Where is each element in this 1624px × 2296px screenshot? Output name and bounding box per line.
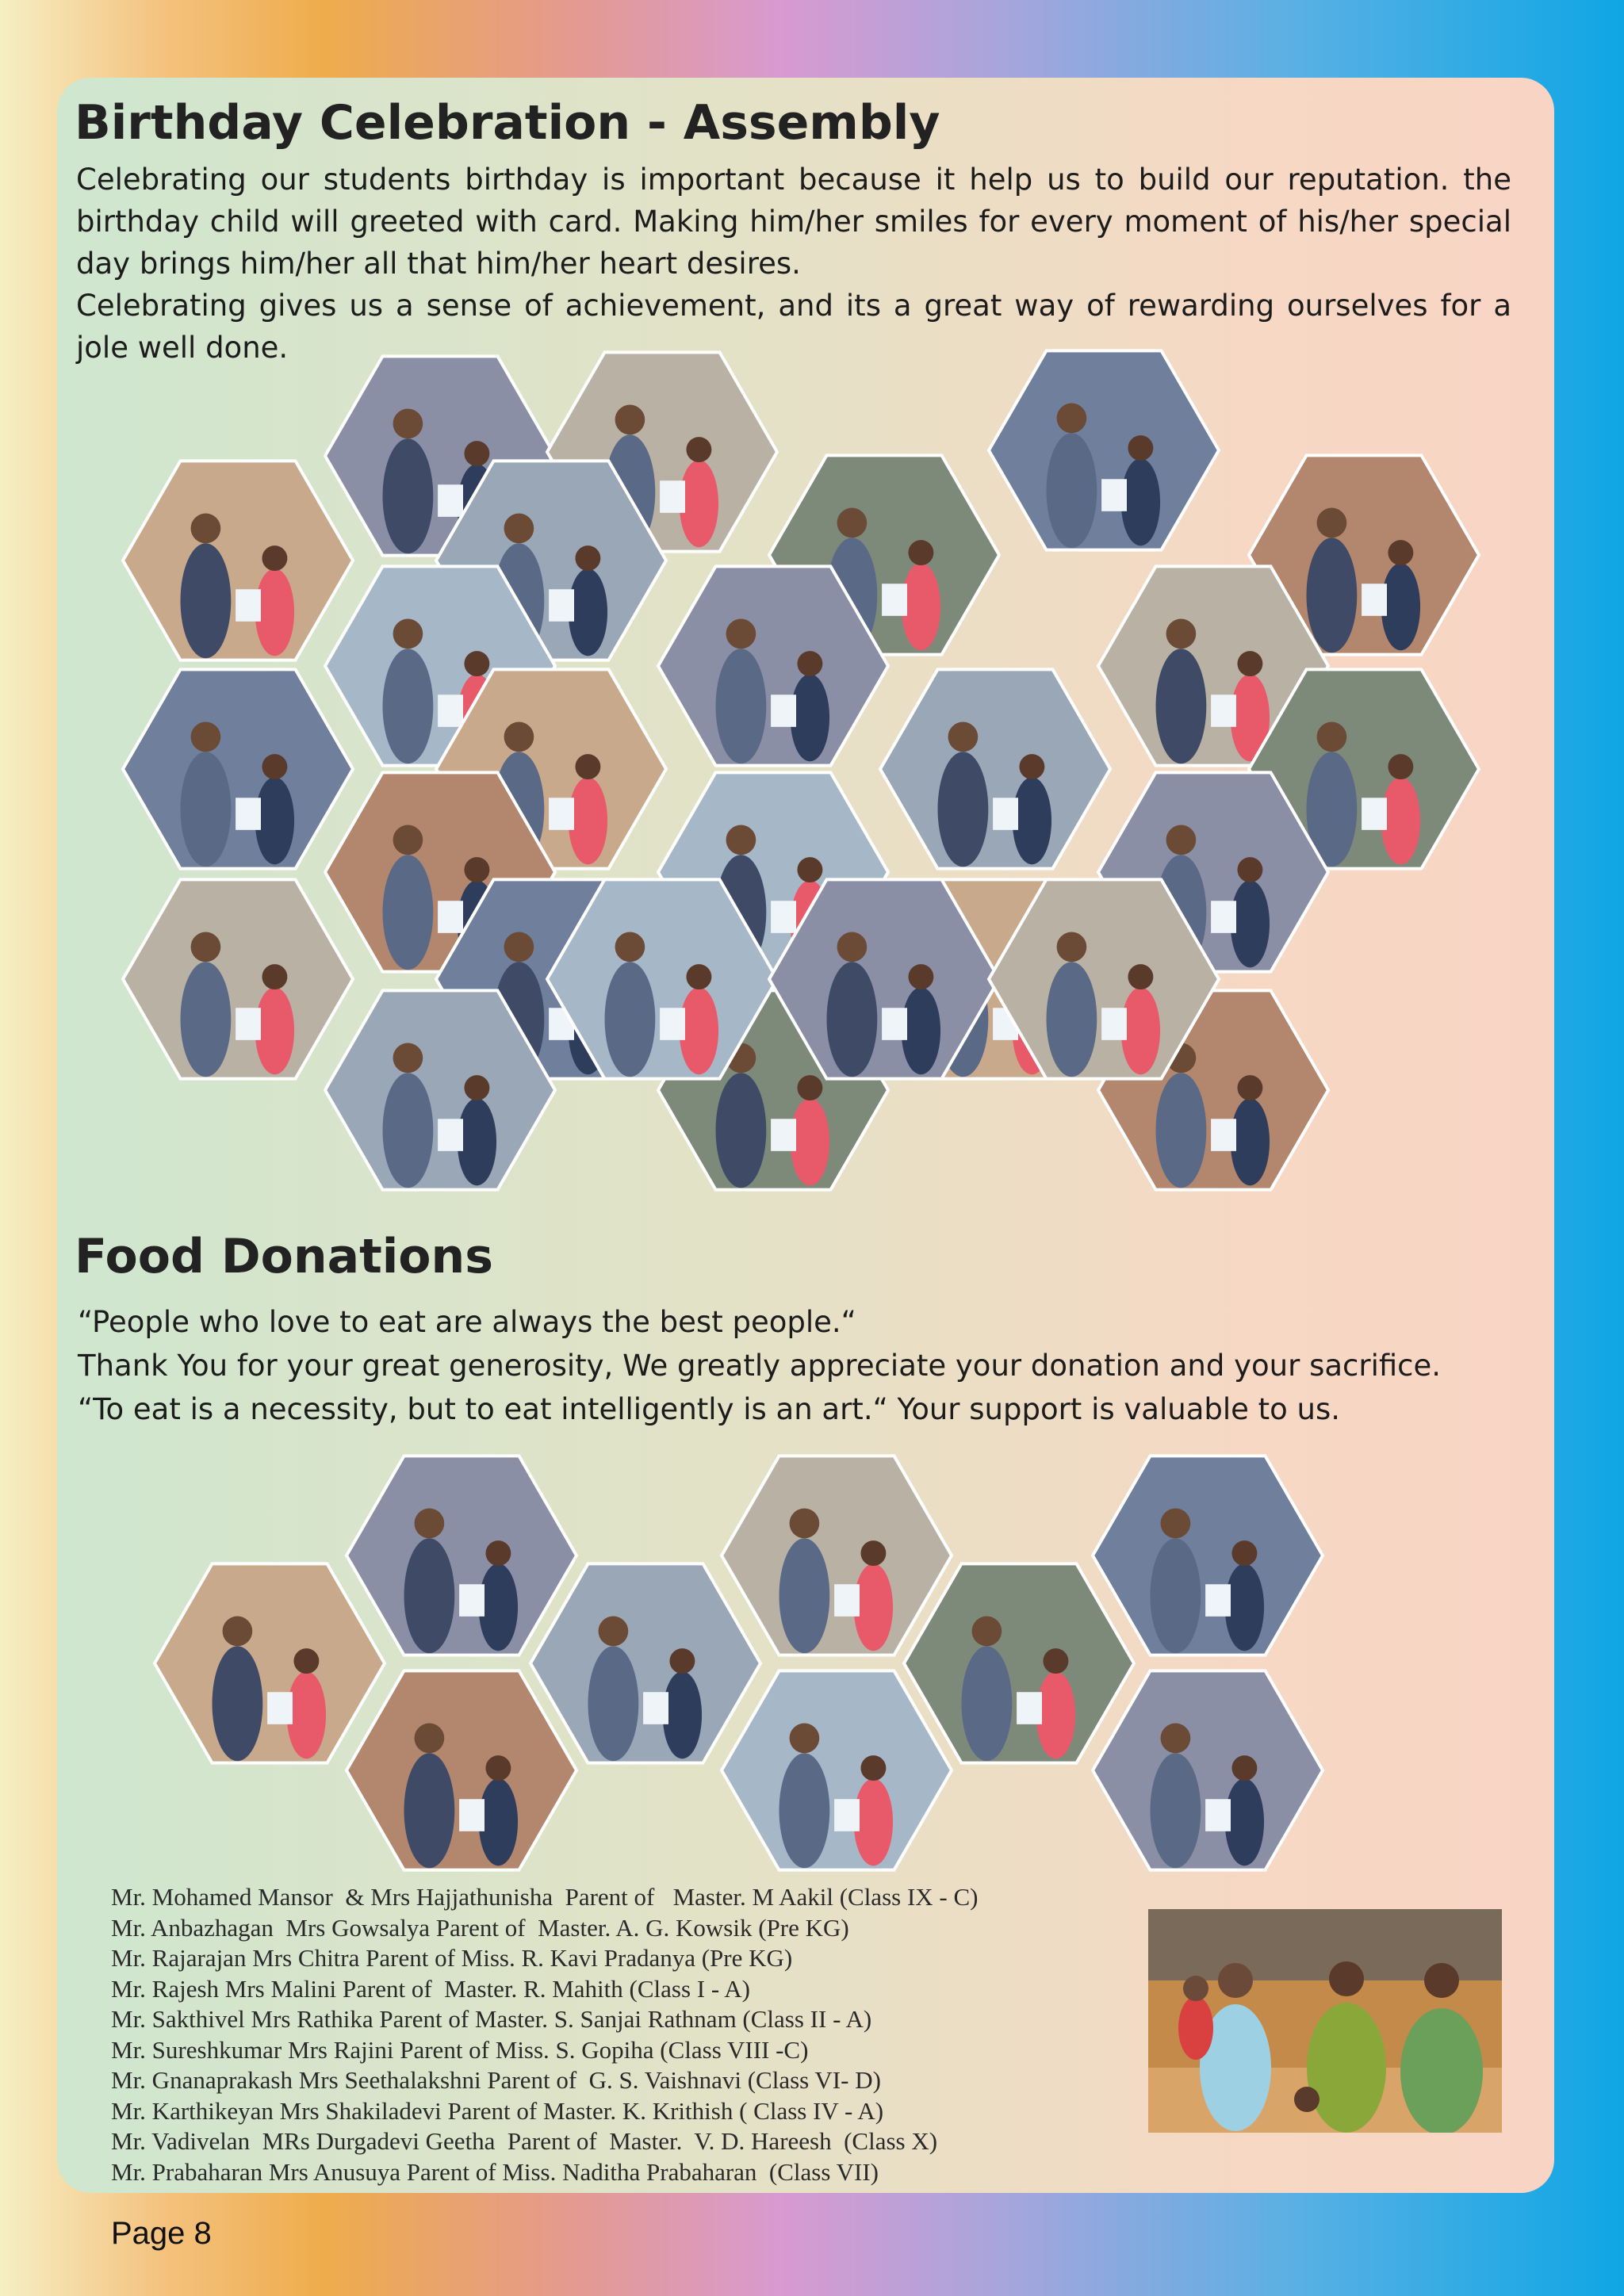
food-photo: [530, 1563, 760, 1762]
food-quote-1: “People who love to eat are always the best people.“: [78, 1305, 856, 1339]
birthday-paragraph-1: Celebrating our students birthday is important because it help us to build our reputation. the birthday child will greeted with card. Making him/her smiles for every moment of his/her special day brings him/her all that him/her heart desires.: [76, 163, 1511, 281]
food-photo: [155, 1563, 385, 1762]
food-photo: [347, 1670, 576, 1869]
food-thanks-line: Thank You for your great generosity, We greatly appreciate your donation and your sacrifice.: [78, 1349, 1442, 1383]
food-photo: [347, 1456, 576, 1655]
donor-family-photo: [1148, 1909, 1502, 2133]
donor-entry: Mr. Gnanaprakash Mrs Seethalakshni Parent of G. S. Vaishnavi (Class VI- D): [111, 2066, 881, 2094]
donor-entry: Mr. Vadivelan MRs Durgadevi Geetha Parent of Master. V. D. Hareesh (Class X): [111, 2127, 938, 2155]
donor-entry: Mr. Rajarajan Mrs Chitra Parent of Miss. R. Kavi Pradanya (Pre KG): [111, 1944, 793, 1972]
food-photo: [722, 1456, 952, 1655]
food-photo: [722, 1670, 952, 1869]
birthday-paragraph-2: Celebrating gives us a sense of achievement, and its a great way of rewarding ourselves for a jole well done.: [76, 289, 1511, 365]
food-photo: [904, 1563, 1134, 1762]
food-photo: [1093, 1670, 1323, 1869]
donor-list: [111, 1882, 978, 2187]
donor-entry: Mr. Prabaharan Mrs Anusuya Parent of Miss. Naditha Prabaharan (Class VII): [111, 2157, 879, 2186]
donor-entry: Mr. Anbazhagan Mrs Gowsalya Parent of Master. A. G. Kowsik (Pre KG): [111, 1913, 849, 1942]
food-photo: [1093, 1456, 1323, 1655]
food-section-title: Food Donations: [75, 1229, 493, 1284]
donor-entry: Mr. Mohamed Mansor & Mrs Hajjathunisha Parent of Master. M Aakil (Class IX - C): [111, 1883, 979, 1911]
food-quote-2: “To eat is a necessity, but to eat intelligently is an art.“ Your support is valuable to us.: [78, 1392, 1341, 1426]
page-number: Page 8: [111, 2216, 212, 2251]
birthday-section-title: Birthday Celebration - Assembly: [75, 95, 940, 151]
donor-entry: Mr. Karthikeyan Mrs Shakiladevi Parent of Master. K. Krithish ( Class IV - A): [111, 2096, 884, 2125]
donor-entry: Mr. Rajesh Mrs Malini Parent of Master. R. Mahith (Class I - A): [111, 1974, 750, 2003]
donor-entry: Mr. Sakthivel Mrs Rathika Parent of Master. S. Sanjai Rathnam (Class II - A): [111, 2005, 872, 2033]
donor-entry: Mr. Sureshkumar Mrs Rajini Parent of Miss. S. Gopiha (Class VIII -C): [111, 2035, 809, 2064]
